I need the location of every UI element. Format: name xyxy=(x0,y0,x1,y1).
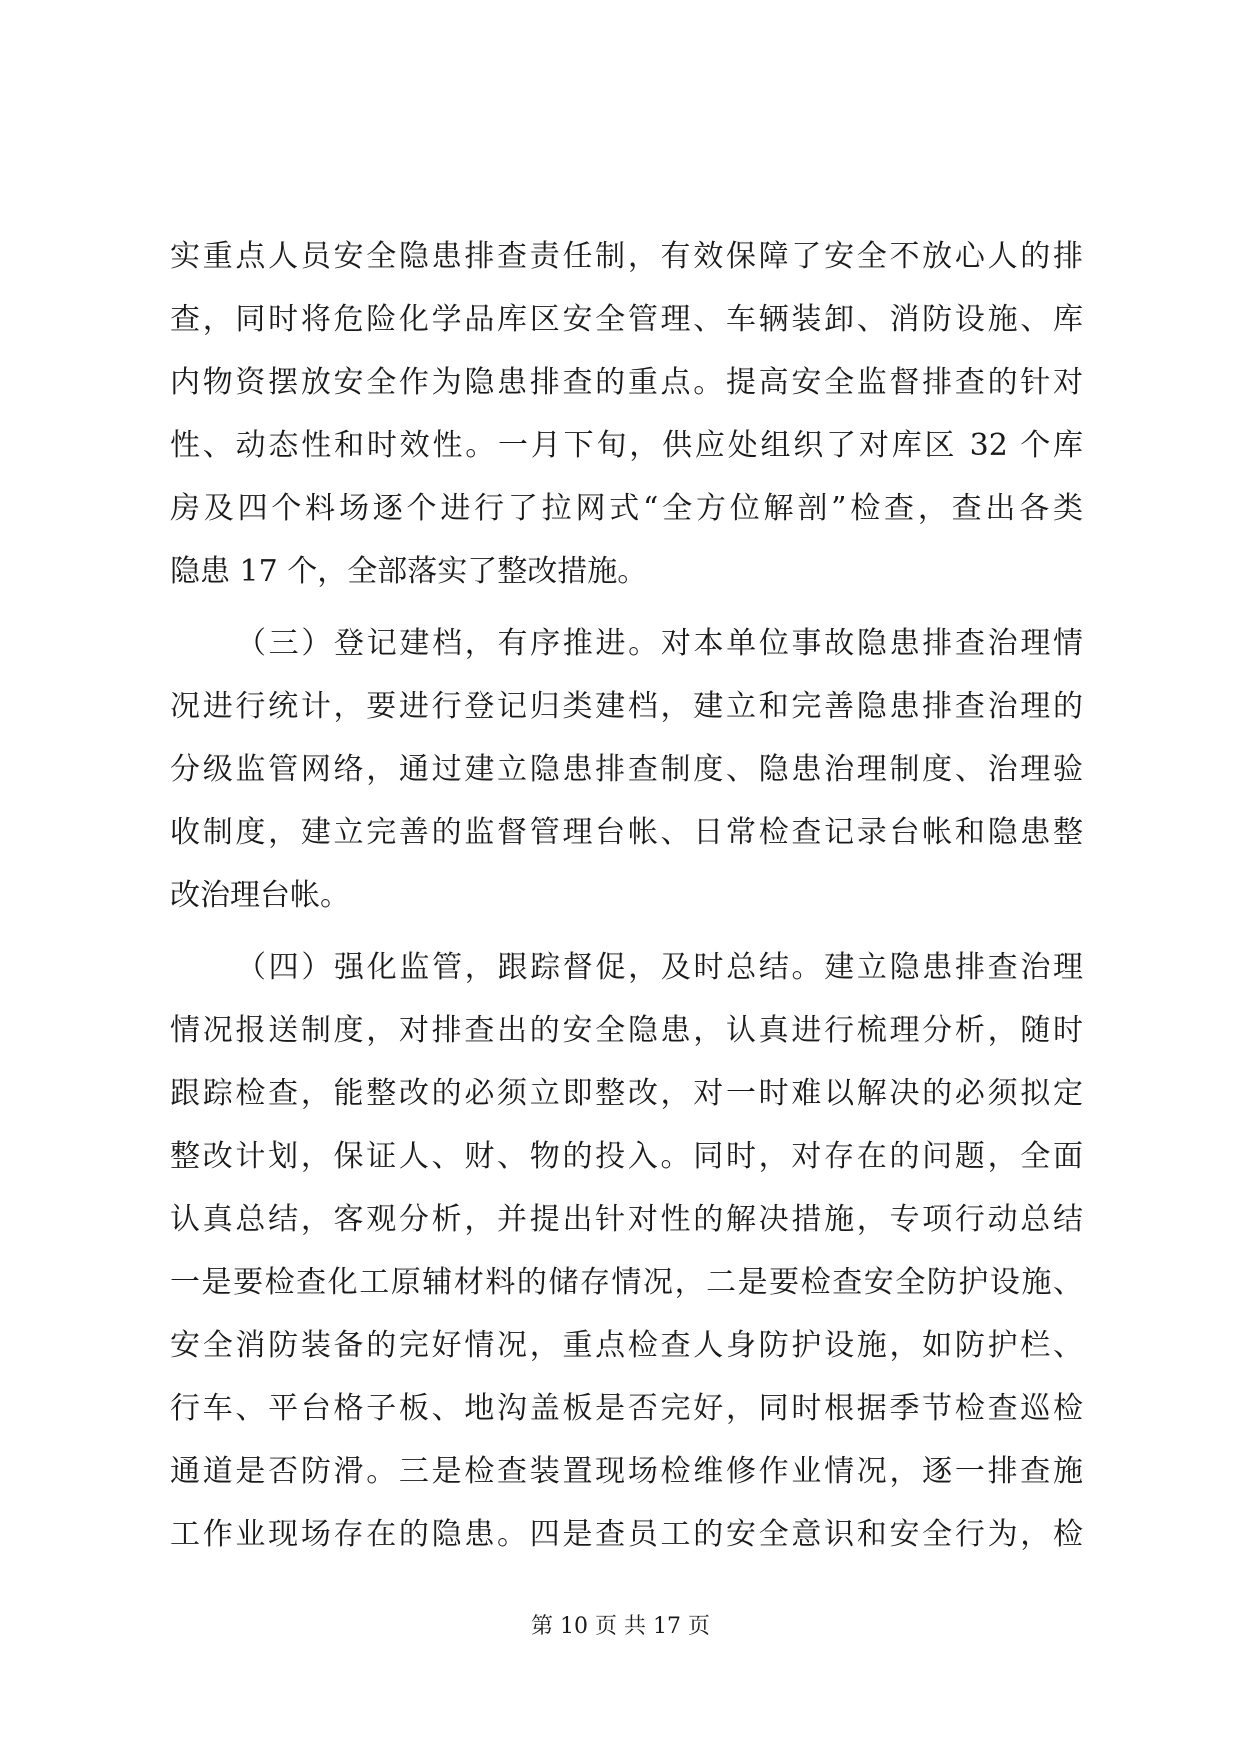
text-line: 行车、平台格子板、地沟盖板是否完好，同时根据季节检查巡检 xyxy=(170,1391,1083,1426)
text-line: 收制度，建立完善的监督管理台帐、日常检查记录台帐和隐患整 xyxy=(170,815,1083,850)
text-line: 实重点人员安全隐患排查责任制，有效保障了安全不放心人的排 xyxy=(170,239,1083,274)
text-line: 通道是否防滑。三是检查装置现场检维修作业情况，逐一排查施 xyxy=(170,1454,1083,1489)
text-line: 改治理台帐。 xyxy=(170,878,350,913)
page-number-footer: 第 10 页 共 17 页 xyxy=(531,1614,710,1639)
text-line: 跟踪检查，能整改的必须立即整改，对一时难以解决的必须拟定 xyxy=(170,1076,1083,1111)
text-line: 查，同时将危险化学品库区安全管理、车辆装卸、消防设施、库 xyxy=(170,302,1083,337)
text-line: 隐患 17 个，全部落实了整改措施。 xyxy=(170,554,648,589)
text-line: 分级监管网络，通过建立隐患排查制度、隐患治理制度、治理验 xyxy=(170,752,1083,787)
text-line: 整改计划，保证人、财、物的投入。同时，对存在的问题，全面 xyxy=(170,1139,1083,1174)
text-line: （四）强化监管，跟踪督促，及时总结。建立隐患排查治理 xyxy=(236,950,1083,985)
paragraph xyxy=(170,225,1083,603)
text-line: 房及四个料场逐个进行了拉网式“全方位解剖”检查，查出各类 xyxy=(170,491,1083,526)
paragraph xyxy=(170,936,1083,1566)
text-line: （三）登记建档，有序推进。对本单位事故隐患排查治理情 xyxy=(236,626,1083,661)
text-line: 况进行统计，要进行登记归类建档，建立和完善隐患排查治理的 xyxy=(170,689,1083,724)
text-line: 安全消防装备的完好情况，重点检查人身防护设施，如防护栏、 xyxy=(170,1328,1083,1363)
text-line: 内物资摆放安全作为隐患排查的重点。提高安全监督排查的针对 xyxy=(170,365,1083,400)
text-line: 认真总结，客观分析，并提出针对性的解决措施，专项行动总结 xyxy=(170,1202,1083,1237)
text-line: 一是要检查化工原辅材料的储存情况，二是要检查安全防护设施、 xyxy=(170,1265,1083,1300)
text-line: 工作业现场存在的隐患。四是查员工的安全意识和安全行为，检 xyxy=(170,1517,1083,1552)
text-line: 性、动态性和时效性。一月下旬，供应处组织了对库区 32 个库 xyxy=(170,428,1083,463)
text-line: 情况报送制度，对排查出的安全隐患，认真进行梳理分析，随时 xyxy=(170,1013,1083,1048)
paragraph xyxy=(170,612,1083,927)
document-body xyxy=(170,225,1083,1566)
